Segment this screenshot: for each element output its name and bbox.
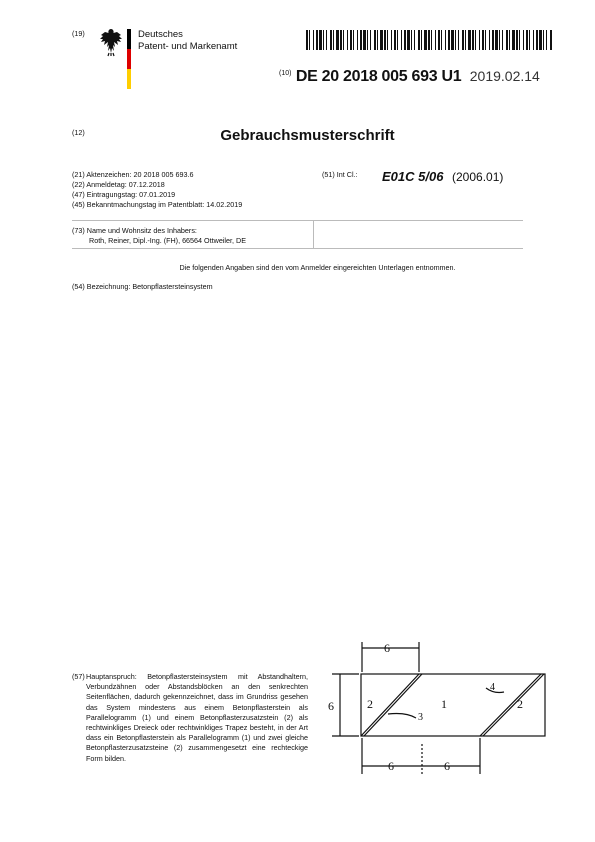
barcode-bar <box>377 30 378 50</box>
barcode-bar <box>319 30 322 50</box>
barcode-bar <box>333 30 334 50</box>
drawing-label-3: 3 <box>418 712 423 723</box>
barcode-bar <box>323 30 324 50</box>
barcode-bar <box>536 30 538 50</box>
barcode-bar <box>485 30 486 50</box>
document-date: 2019.02.14 <box>469 68 540 84</box>
office-name-line2: Patent- und Markenamt <box>138 41 238 52</box>
barcode-bar <box>336 30 339 50</box>
barcode-bar <box>387 30 388 50</box>
barcode-bar <box>391 30 392 50</box>
barcode-bar <box>519 30 520 50</box>
divider <box>72 248 523 249</box>
barcode-bar <box>550 30 552 50</box>
invention-title: (54) Bezeichnung: Betonpflastersteinsystem <box>72 282 213 291</box>
barcode-bar <box>404 30 406 50</box>
barcode-bar <box>407 30 410 50</box>
barcode-bar <box>411 30 412 50</box>
barcode-bar <box>533 30 534 50</box>
barcode-bar <box>384 30 386 50</box>
barcode-bar <box>445 30 446 50</box>
german-flag-bar <box>127 29 131 89</box>
barcode-bar <box>394 30 396 50</box>
barcode-bar <box>363 30 366 50</box>
barcode-bar <box>435 30 436 50</box>
barcode-bar <box>516 30 518 50</box>
barcode-bar <box>492 30 494 50</box>
barcode-bar <box>316 30 318 50</box>
barcode-bar <box>424 30 427 50</box>
registration-date: (47) Eintragungstag: 07.01.2019 <box>72 190 176 199</box>
barcode-bar <box>397 30 398 50</box>
publication-date: (45) Bekanntmachungstag im Patentblatt: 14.02.2019 <box>72 200 243 209</box>
barcode-bar <box>506 30 508 50</box>
divider-vertical <box>313 221 314 248</box>
barcode-bar <box>380 30 383 50</box>
barcode-bar <box>472 30 474 50</box>
barcode-bar <box>502 30 503 50</box>
filing-date: (22) Anmeldetag: 07.12.2018 <box>72 180 165 189</box>
barcode-bar <box>326 30 327 50</box>
ipc-label: (51) Int Cl.: <box>322 170 358 179</box>
inid-code-10: (10) <box>279 70 292 77</box>
barcode-bar <box>539 30 542 50</box>
barcode-bar <box>367 30 368 50</box>
drawing-leader-4 <box>486 688 504 693</box>
file-number: (21) Aktenzeichen: 20 2018 005 693.6 <box>72 170 194 179</box>
inid-code-57: (57) <box>72 672 85 681</box>
barcode-bar <box>451 30 454 50</box>
barcode-bar <box>431 30 432 50</box>
barcode-bar <box>499 30 500 50</box>
barcode-bar <box>475 30 476 50</box>
barcode-bar <box>370 30 371 50</box>
barcode-bar <box>357 30 358 50</box>
barcode-bar <box>512 30 515 50</box>
drawing-leader-3 <box>388 714 416 719</box>
drawing-label-parallelogram: 1 <box>441 697 447 711</box>
drawing-label-dim-left: 6 <box>328 699 334 713</box>
barcode-bar <box>421 30 422 50</box>
barcode-bar <box>448 30 450 50</box>
ipc-version: (2006.01) <box>452 170 504 184</box>
barcode-bar <box>343 30 344 50</box>
applicant-note: Die folgenden Angaben sind den vom Anmelder eingereichten Unterlagen entnommen. <box>179 263 456 272</box>
document-number: DE 20 2018 005 693 U1 <box>295 68 462 85</box>
drawing-label-4: 4 <box>490 682 495 693</box>
barcode-bar <box>543 30 544 50</box>
barcode-bar <box>309 30 310 50</box>
federal-eagle-icon <box>99 27 123 57</box>
barcode-bar <box>526 30 528 50</box>
inid-code-12: (12) <box>72 128 85 137</box>
drawing-label-triangle-left: 2 <box>367 697 373 711</box>
barcode-bar <box>353 30 354 50</box>
owner-value: Roth, Reiner, Dipl.-Ing. (FH), 66564 Ottweiler, DE <box>89 236 246 245</box>
barcode-bar <box>495 30 498 50</box>
barcode-bar <box>340 30 342 50</box>
barcode <box>306 30 552 50</box>
barcode-bar <box>455 30 456 50</box>
document-type-title: Gebrauchsmusterschrift <box>220 127 395 144</box>
drawing-label-dim-bottom-left: 6 <box>388 759 394 773</box>
inid-code-19: (19) <box>72 29 85 38</box>
barcode-bar <box>306 30 308 50</box>
barcode-bar <box>458 30 459 50</box>
barcode-bar <box>401 30 402 50</box>
barcode-bar <box>350 30 352 50</box>
barcode-bar <box>465 30 466 50</box>
ipc-class: E01C 5/06 <box>382 169 444 184</box>
drawing-label-dim-top: 6 <box>384 641 390 655</box>
barcode-bar <box>468 30 471 50</box>
barcode-bar <box>438 30 440 50</box>
barcode-bar <box>546 30 547 50</box>
barcode-bar <box>347 30 348 50</box>
barcode-bar <box>482 30 484 50</box>
barcode-bar <box>479 30 480 50</box>
flag-stripe-red <box>127 49 131 69</box>
flag-stripe-black <box>127 29 131 49</box>
barcode-bar <box>374 30 376 50</box>
barcode-bar <box>462 30 464 50</box>
barcode-bar <box>360 30 362 50</box>
barcode-bar <box>428 30 430 50</box>
divider <box>72 220 523 221</box>
abstract-text: Hauptanspruch: Betonpflastersteinsystem mit Abstandhaltern, Verbundzähnen oder Abstandsblöcken an den senkrechten Seitenflächen, dadurch gekennzeichnet, dass im Grundriss gesehen das System mindestens aus einem Betonpflasterstein als Parallelogramm (1) und einem Betonpflasterzusatzstein (2) als rechtwinkliges Dreieck oder rechtwinkliges Trapez besteht, in der Art dass ein Betonpflasterstein als Parallelogramm (1) und zwei gleiche Betonpflasterzusatzsteine (2) zusammengesetzt eine rechteckige Form bilden. <box>86 672 308 763</box>
barcode-bar <box>313 30 314 50</box>
patent-drawing <box>326 636 556 782</box>
barcode-bar <box>330 30 332 50</box>
owner-label: (73) Name und Wohnsitz des Inhabers: <box>72 226 197 235</box>
document-number-row <box>279 68 540 86</box>
barcode-bar <box>529 30 530 50</box>
barcode-bar <box>523 30 524 50</box>
barcode-bar <box>414 30 415 50</box>
barcode-bar <box>418 30 420 50</box>
bibliographic-data <box>72 170 242 210</box>
drawing-label-triangle-right: 2 <box>517 697 523 711</box>
drawing-label-dim-bottom-right: 6 <box>444 759 450 773</box>
barcode-bar <box>509 30 510 50</box>
barcode-bar <box>489 30 490 50</box>
office-name-line1: Deutsches <box>138 29 183 40</box>
flag-stripe-gold <box>127 69 131 89</box>
barcode-bar <box>441 30 442 50</box>
